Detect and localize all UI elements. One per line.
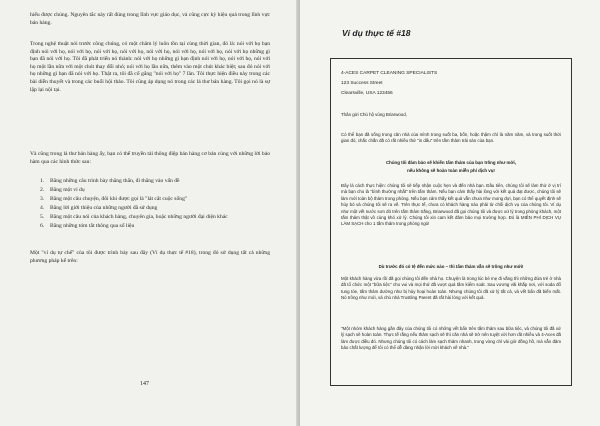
method-list bbox=[40, 177, 270, 231]
letter-heading-2: nếu không sẽ hoàn toàn miễn phí dịch vụ! bbox=[407, 168, 495, 173]
letter-heading-3: Dù trước đó có tệ đến mức nào – thì tấm thảm vẫn sẽ trông như mới! bbox=[378, 264, 524, 269]
list-item: 1. Bằng những câu trình bày thẳng thắn, đi thẳng vào vấn đề bbox=[40, 178, 180, 184]
letter-body-2: Một khách hàng vừa rồi đã gọi chúng tôi đến nhà họ. Chuyện là trong lúc bé mẹ đi vắng thì những đứa trẻ ở nhà đã tổ chức một "bữa tiệc" cho vui và mọi thứ đã vượt quá tầm kiểm soát. Sau vương vãi khắp nơi, với soda đổ tung tóe, tấm thảm dường như bị hủy hoại hoàn toàn. Nhưng chúng tôi đã xử lý tất cả, và vết bẩn đã biến mất. Nó trông như mới, và chủ nhà Trustling Parent đã rất hài lòng với kết quả. bbox=[341, 276, 561, 301]
left-paragraph-1: hiểu được chúng. Nguyên tắc này rất đúng trong lĩnh vực giáo dục, và cũng cực kỳ hiệu quả trong lĩnh vực bán hàng. bbox=[30, 12, 270, 26]
letter-greeting: Thân gửi Chủ hộ vùng Briarwood, bbox=[341, 112, 407, 117]
letter-city: Clearsville, USA 123456 bbox=[341, 91, 393, 96]
list-item: 3. Bằng một câu chuyện, đôi khi được gọi là "lát cắt cuộc sống" bbox=[40, 196, 188, 202]
left-paragraph-4: Một "ví dụ tự chế" của tôi được trình bày sau đây (Ví dụ thực tế #18), trong đó sử dụng tất cả những phương pháp kể trên: bbox=[30, 250, 270, 264]
letter-intro: Có thể bạn đã sống trong căn nhà của mình trong suốt ba, bốn, hoặc thậm chí là năm năm, và trong suốt thời gian đó, chắc chắn đã có rất nhiều thứ "in dấu" trên tấm thảm trải sàn của bạn. bbox=[341, 132, 561, 144]
list-item: 6. Bằng những tóm tắt thông qua số liệu bbox=[40, 223, 135, 229]
sales-letter-box bbox=[330, 58, 572, 386]
list-item: 5. Bằng một câu nói của khách hàng, chuyên gia, hoặc những người đại diện khác bbox=[40, 214, 228, 220]
list-item: 2. Bằng một ví dụ bbox=[40, 187, 85, 193]
letter-body-1: Đây là cách thực hiện: chúng tôi sẽ tiếp nhận cuộc hẹn và đến nhà bạn. Đầu tiên, chúng tôi sẽ làm thử ở vị trí mà bạn cho là "bình thường nhất" trên tấm thảm. Nếu bạn cảm thấy hài lòng với kết quả đạt được, chúng tôi sẽ làm mới toàn bộ thảm trong phòng. Nếu bạn cảm thấy kết quả vẫn chưa như mong đợi, bạn có thể quyết định sẽ hủy bỏ và chúng tôi sẽ ra về. Trên thực tế, chưa có khách hàng nào phải từ chối dịch vụ của chúng tôi. Ví dụ như một vết nước sơn đỏ trên tấm thảm trắng, Briarwood đã gọi chúng tôi và được xử lý trong phòng khách, một tấm thảm thật vô cùng khó xử lý. Chúng tôi xin cam kết đảm bảo mọi trường hợp. Đó là MIỄN PHÍ DỊCH VỤ LÀM SẠCH cho 1 tấm thảm trong phòng ngủ! bbox=[341, 183, 561, 227]
letter-heading-1: Chúng tôi đảm bảo sẽ khiến tấm thảm của bạn trông như mới, bbox=[386, 160, 516, 165]
letter-street: 123 Success Street bbox=[341, 81, 383, 86]
list-item: 4. Bằng lời giới thiệu của những người đã sử dụng bbox=[40, 205, 158, 211]
left-page-number: 147 bbox=[140, 381, 149, 387]
left-paragraph-2: Trong nghệ thuật nói trước công chúng, có một châm lý luôn tồn tại cùng thời gian, đó là: nói với họ bạn định nói với họ, nói với họ, nói với họ, nói với họ, nói với họ, nói với họ, nói với họ, nói với họ những gì bạn đã nói với họ. Tôi đã phát triển nó thành: nói với họ những gì bạn định nói với họ, nói với họ, nói với họ một lần nữa với một chút thay đổi nhỏ; nói với họ lần nữa, thêm vào một chút khác biệt; sau đó nói với họ những gì bạn đã nói với họ. Thật ra, tôi đã cố gắng "nói với họ" 7 lần. Tôi thực hiện điều này trong các bài diễn thuyết và trong các buổi hội thảo. Tôi cũng áp dụng nó trong các lá thư bán hàng. Tôi gọi nó là sự lặp lại nội tại. bbox=[30, 41, 270, 93]
letter-company: 4-ACES CARPET CLEANING SPECIALISTS bbox=[341, 71, 438, 76]
left-paragraph-3: Và cũng trong lá thư bán hàng ấy, bạn có thể truyền tải thông điệp bán hàng cơ bản cùng với những lời bảo hàm qua các hình thức sau: bbox=[30, 151, 270, 165]
example-title: Ví dụ thực tế #18 bbox=[342, 28, 411, 38]
left-page bbox=[0, 0, 298, 426]
letter-body-3: "Một nhóm khách hàng gần đây của chúng tôi có những vết bẩn trên tấm thảm sau bữa tiệc, và chúng tôi đã xử lý sạch sẽ hoàn toàn. Thực tế rằng nếu thảm sạch sẽ thì căn nhà sẽ trở nên tuyệt vời hơn rất nhiều và 4-Aces đã làm được điều đó. Nhưng chúng tôi có cách làm sạch thảm nhanh, trong vòng chỉ vài giờ đồng hồ, mà vẫn đảm bảo chất lượng để tôi có thể dễ dàng nhận lời mời khách về nhà." bbox=[341, 326, 561, 351]
